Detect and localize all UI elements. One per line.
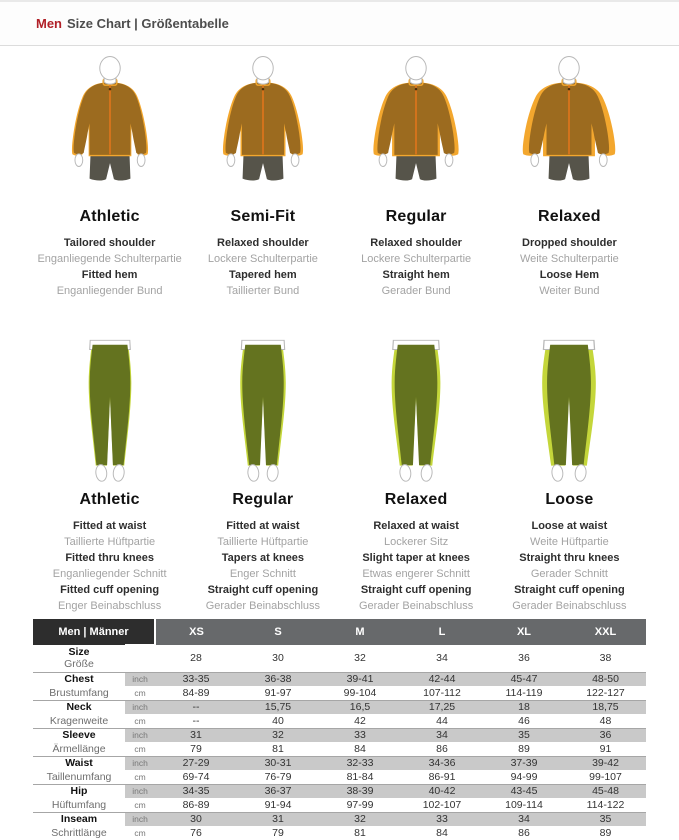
fit-feature-de: Taillierte Hüftpartie xyxy=(217,536,309,548)
table-row-neck-inch xyxy=(33,700,646,714)
figure-head xyxy=(99,56,119,79)
measurement-cell-cm: 69-74 xyxy=(155,770,237,784)
fit-feature-en: Straight cuff opening xyxy=(514,584,625,596)
measurement-cell-cm: 102-107 xyxy=(401,798,483,812)
jacket-regular-illustration xyxy=(357,56,475,202)
table-corner-label: Men | Männer xyxy=(33,619,155,645)
measurement-cell-cm: 84 xyxy=(319,742,401,756)
figure-head xyxy=(559,56,579,79)
measurement-cell-inch: 33 xyxy=(319,728,401,742)
measurement-cell-cm: 91 xyxy=(565,742,646,756)
page-header xyxy=(0,2,679,46)
size-column-header-xs: XS xyxy=(155,619,237,645)
unit-label-cm: cm xyxy=(125,826,155,840)
pants-fit-description xyxy=(53,518,167,614)
fit-feature-de: Gerader Schnitt xyxy=(530,568,608,580)
measurement-cell-inch: 33 xyxy=(401,812,483,826)
right-hand xyxy=(291,154,299,167)
measurement-cell-cm: 81 xyxy=(237,742,319,756)
measurement-cell-inch: -- xyxy=(155,700,237,714)
measurement-cell-cm: 99-107 xyxy=(565,770,646,784)
row-label-en: Sleeve xyxy=(33,728,125,742)
unit-label-inch: inch xyxy=(125,784,155,798)
jacket-fits-section xyxy=(33,46,646,299)
measurement-cell-cm: -- xyxy=(155,714,237,728)
pants-illustration xyxy=(51,335,169,485)
unit-label-inch: inch xyxy=(125,700,155,714)
fit-feature-en: Loose at waist xyxy=(531,520,608,532)
measurement-cell-inch: 32 xyxy=(319,812,401,826)
table-row-chest-cm xyxy=(33,686,646,700)
table-row-waist-inch xyxy=(33,756,646,770)
measurement-cell-cm: 84 xyxy=(401,826,483,840)
fit-feature-de: Etwas engerer Schnitt xyxy=(362,568,470,580)
figure-head xyxy=(406,56,426,79)
measurement-cell-inch: 31 xyxy=(155,728,237,742)
measurement-cell-inch: 36-37 xyxy=(237,784,319,798)
measurement-cell-cm: 46 xyxy=(483,714,565,728)
size-column-header-m: M xyxy=(319,619,401,645)
size-value-cell: 34 xyxy=(436,652,448,665)
table-row-hip-inch xyxy=(33,784,646,798)
figure-head xyxy=(253,56,273,79)
right-shoe xyxy=(266,464,279,482)
fit-feature-en: Fitted hem xyxy=(81,269,138,281)
row-label-en: Chest xyxy=(33,672,125,686)
fit-feature-en: Relaxed at waist xyxy=(373,520,459,532)
jacket-illustration xyxy=(357,56,475,202)
fit-feature-en: Fitted thru knees xyxy=(65,552,154,564)
size-value-cell: 36 xyxy=(518,652,530,665)
row-label-de: Taillenumfang xyxy=(33,770,125,784)
measurement-cell-inch: 15,75 xyxy=(237,700,319,714)
table-row-sleeve-cm xyxy=(33,742,646,756)
right-shoe xyxy=(112,464,125,482)
jacket-fit-description xyxy=(37,235,181,299)
jacket-fit-title: Athletic xyxy=(79,208,140,225)
table-row-hip-cm xyxy=(33,798,646,812)
size-table xyxy=(33,619,646,840)
unit-label-cm: cm xyxy=(125,714,155,728)
measurement-cell-cm: 91-97 xyxy=(237,686,319,700)
right-shoe xyxy=(421,464,434,482)
jacket-fit-title: Semi-Fit xyxy=(230,208,296,225)
unit-label-cm: cm xyxy=(125,686,155,700)
row-label-en: Neck xyxy=(33,700,125,714)
pants-fit-title: Regular xyxy=(232,491,294,508)
measurement-cell-inch: 34 xyxy=(401,728,483,742)
unit-cell-empty xyxy=(125,645,155,672)
pants-fit-description xyxy=(359,518,473,614)
pants-fit-description xyxy=(512,518,626,614)
pants-inner-shell xyxy=(395,345,438,465)
measurement-cell-cm: 97-99 xyxy=(319,798,401,812)
unit-label-inch: inch xyxy=(125,756,155,770)
measurement-cell-inch: 45-48 xyxy=(565,784,646,798)
measurement-cell-cm: 79 xyxy=(155,742,237,756)
jacket-fit-card-regular xyxy=(340,56,493,299)
zipper-pull xyxy=(108,88,111,91)
size-value-cell: 32 xyxy=(354,652,366,665)
right-hand xyxy=(600,154,608,167)
measurement-cell-cm: 76-79 xyxy=(237,770,319,784)
size-value-cell: 28 xyxy=(190,652,202,665)
measurement-cell-inch: 36 xyxy=(565,728,646,742)
fit-feature-de: Taillierte Hüftpartie xyxy=(64,536,156,548)
unit-label-inch: inch xyxy=(125,728,155,742)
left-hand xyxy=(379,154,387,167)
size-table-section xyxy=(33,619,646,840)
table-row-sleeve-inch xyxy=(33,728,646,742)
jacket-illustration xyxy=(510,56,628,202)
fit-feature-en: Tapers at knees xyxy=(221,552,305,564)
fit-feature-de: Gerader Beinabschluss xyxy=(512,600,627,612)
measurement-cell-inch: 30 xyxy=(155,812,237,826)
measurement-cell-inch: 38-39 xyxy=(319,784,401,798)
unit-label-inch: inch xyxy=(125,672,155,686)
measurement-cell-inch: 27-29 xyxy=(155,756,237,770)
pants-illustration xyxy=(510,335,628,485)
pants-fit-description xyxy=(206,518,320,614)
jacket-illustration xyxy=(51,56,169,202)
fit-feature-en: Relaxed shoulder xyxy=(370,237,462,249)
fit-feature-en: Straight hem xyxy=(382,269,450,281)
pants-inner-shell xyxy=(242,345,283,465)
row-label-de: Größe xyxy=(64,658,94,671)
fit-feature-en: Tapered hem xyxy=(229,269,297,281)
pants-fit-card-regular xyxy=(186,335,339,614)
jacket-fit-card-athletic xyxy=(33,56,186,299)
fit-feature-en: Relaxed shoulder xyxy=(217,237,309,249)
measurement-cell-cm: 89 xyxy=(483,742,565,756)
jacket-fit-card-relaxed xyxy=(493,56,646,299)
fit-feature-de: Enganliegender Bund xyxy=(56,285,163,297)
left-shoe xyxy=(552,464,565,482)
row-label-de: Brustumfang xyxy=(33,686,125,700)
measurement-cell-cm: 107-112 xyxy=(401,686,483,700)
pants-fit-title: Relaxed xyxy=(384,491,448,508)
fit-feature-de: Lockerer Sitz xyxy=(384,536,449,548)
measurement-cell-cm: 114-122 xyxy=(565,798,646,812)
measurement-cell-inch: 34 xyxy=(483,812,565,826)
measurement-cell-cm: 109-114 xyxy=(483,798,565,812)
right-shoe xyxy=(575,464,588,482)
fit-feature-en: Fitted cuff opening xyxy=(60,584,160,596)
zipper-pull xyxy=(568,88,571,91)
fit-feature-de: Gerader Bund xyxy=(381,285,451,297)
left-hand xyxy=(75,154,83,167)
jacket-fit-card-semi-fit xyxy=(186,56,339,299)
measurement-cell-cm: 94-99 xyxy=(483,770,565,784)
table-row-inseam-cm xyxy=(33,826,646,840)
fit-feature-de: Enger Beinabschluss xyxy=(57,600,162,612)
row-label-de: Schrittlänge xyxy=(33,826,125,840)
pants-fits-section xyxy=(33,299,646,614)
fit-feature-de: Taillierter Bund xyxy=(226,285,300,297)
jacket-illustration xyxy=(204,56,322,202)
zipper-pull xyxy=(262,88,265,91)
right-hand xyxy=(445,154,453,167)
row-label-en: Inseam xyxy=(33,812,125,826)
measurement-cell-inch: 16,5 xyxy=(319,700,401,714)
measurement-cell-cm: 76 xyxy=(155,826,237,840)
shorts-shape xyxy=(89,153,130,180)
pants-fit-card-athletic xyxy=(33,335,186,614)
measurement-cell-inch: 30-31 xyxy=(237,756,319,770)
unit-label-cm: cm xyxy=(125,770,155,784)
measurement-cell-inch: 34-36 xyxy=(401,756,483,770)
right-hand xyxy=(137,154,145,167)
fit-feature-de: Lockere Schulterpartie xyxy=(361,253,472,265)
size-column-header-xl: XL xyxy=(483,619,565,645)
fit-feature-en: Fitted at waist xyxy=(72,520,147,532)
fit-feature-de: Weiter Bund xyxy=(539,285,600,297)
pants-regular-illustration xyxy=(204,335,322,485)
measurement-cell-cm: 81 xyxy=(319,826,401,840)
table-row-waist-cm xyxy=(33,770,646,784)
measurement-cell-inch: 39-42 xyxy=(565,756,646,770)
gender-label: Men xyxy=(36,16,62,31)
jacket-fit-description xyxy=(361,235,471,299)
page-title: Size Chart | Größentabelle xyxy=(67,16,229,31)
table-row-size xyxy=(33,645,646,672)
measurement-cell-inch: 17,25 xyxy=(401,700,483,714)
fit-feature-en: Tailored shoulder xyxy=(63,237,156,249)
left-shoe xyxy=(399,464,412,482)
pants-fit-title: Loose xyxy=(545,491,594,508)
pants-inner-shell xyxy=(547,345,591,465)
shorts-shape xyxy=(396,153,437,180)
measurement-cell-inch: 31 xyxy=(237,812,319,826)
fit-feature-de: Weite Hüftpartie xyxy=(530,536,609,548)
size-column-header-l: L xyxy=(401,619,483,645)
measurement-cell-cm: 89 xyxy=(565,826,646,840)
left-hand xyxy=(531,154,539,167)
fit-feature-en: Loose Hem xyxy=(539,269,600,281)
row-label-en: Waist xyxy=(33,756,125,770)
fit-feature-de: Gerader Beinabschluss xyxy=(205,600,321,612)
measurement-cell-cm: 86 xyxy=(401,742,483,756)
measurement-cell-cm: 99-104 xyxy=(319,686,401,700)
table-row-neck-cm xyxy=(33,714,646,728)
fit-feature-en: Straight cuff opening xyxy=(207,584,319,596)
measurement-cell-cm: 86-89 xyxy=(155,798,237,812)
unit-label-inch: inch xyxy=(125,812,155,826)
pants-illustration xyxy=(357,335,475,485)
fit-feature-en: Fitted at waist xyxy=(226,520,300,532)
measurement-cell-inch: 37-39 xyxy=(483,756,565,770)
measurement-cell-inch: 35 xyxy=(565,812,646,826)
fit-feature-de: Gerader Beinabschluss xyxy=(358,600,474,612)
fit-feature-en: Straight cuff opening xyxy=(360,584,472,596)
row-label-size xyxy=(33,645,125,672)
pants-loose-illustration xyxy=(510,335,628,485)
jacket-fit-title: Regular xyxy=(385,208,447,225)
measurement-cell-cm: 122-127 xyxy=(565,686,646,700)
table-row-inseam-inch xyxy=(33,812,646,826)
measurement-cell-cm: 48 xyxy=(565,714,646,728)
measurement-cell-inch: 45-47 xyxy=(483,672,565,686)
jacket-fit-description xyxy=(520,235,619,299)
measurement-cell-cm: 44 xyxy=(401,714,483,728)
fit-feature-en: Dropped shoulder xyxy=(522,237,617,249)
pants-athletic-illustration xyxy=(51,335,169,485)
jacket-fit-title: Relaxed xyxy=(537,208,601,225)
size-column-header-s: S xyxy=(237,619,319,645)
measurement-cell-inch: 48-50 xyxy=(565,672,646,686)
row-label-en: Hip xyxy=(33,784,125,798)
jacket-athletic-illustration xyxy=(51,56,169,202)
fit-feature-de: Enger Schnitt xyxy=(229,568,296,580)
fit-feature-en: Slight taper at knees xyxy=(362,552,470,564)
measurement-cell-cm: 40 xyxy=(237,714,319,728)
shorts-shape xyxy=(242,153,283,180)
fit-feature-de: Weite Schulterpartie xyxy=(519,253,619,265)
measurement-cell-inch: 34-35 xyxy=(155,784,237,798)
pants-fit-card-relaxed xyxy=(340,335,493,614)
row-label-de: Kragenweite xyxy=(33,714,125,728)
pants-fit-card-loose xyxy=(493,335,646,614)
table-row-chest-inch xyxy=(33,672,646,686)
measurement-cell-inch: 36-38 xyxy=(237,672,319,686)
row-label-en: Size xyxy=(68,645,90,658)
measurement-cell-cm: 114-119 xyxy=(483,686,565,700)
unit-label-cm: cm xyxy=(125,742,155,756)
unit-label-cm: cm xyxy=(125,798,155,812)
measurement-cell-inch: 35 xyxy=(483,728,565,742)
measurement-cell-cm: 79 xyxy=(237,826,319,840)
measurement-cell-inch: 39-41 xyxy=(319,672,401,686)
row-label-de: Hüftumfang xyxy=(33,798,125,812)
measurement-cell-inch: 42-44 xyxy=(401,672,483,686)
size-value-cell: 30 xyxy=(272,652,284,665)
size-value-cell: 38 xyxy=(599,652,612,665)
pants-illustration xyxy=(204,335,322,485)
measurement-cell-cm: 84-89 xyxy=(155,686,237,700)
row-label-de: Ärmellänge xyxy=(33,742,125,756)
pants-relaxed-illustration xyxy=(357,335,475,485)
fit-feature-de: Enganliegender Schnitt xyxy=(52,568,167,580)
measurement-cell-inch: 32 xyxy=(237,728,319,742)
left-hand xyxy=(227,154,235,167)
measurement-cell-inch: 18 xyxy=(483,700,565,714)
pants-inner-shell xyxy=(89,345,130,465)
shorts-shape xyxy=(549,153,590,180)
measurement-cell-cm: 86-91 xyxy=(401,770,483,784)
fit-feature-de: Enganliegende Schulterpartie xyxy=(37,253,182,265)
measurement-cell-inch: 40-42 xyxy=(401,784,483,798)
zipper-pull xyxy=(415,88,418,91)
pants-fit-title: Athletic xyxy=(79,491,140,508)
measurement-cell-cm: 91-94 xyxy=(237,798,319,812)
jacket-relaxed-illustration xyxy=(510,56,628,202)
measurement-cell-inch: 43-45 xyxy=(483,784,565,798)
jacket-fit-description xyxy=(208,235,318,299)
left-shoe xyxy=(247,464,260,482)
measurement-cell-inch: 32-33 xyxy=(319,756,401,770)
jacket-semifit-illustration xyxy=(204,56,322,202)
size-column-header-xxl: XXL xyxy=(565,619,646,645)
left-shoe xyxy=(95,464,108,482)
measurement-cell-cm: 86 xyxy=(483,826,565,840)
fit-feature-en: Straight thru knees xyxy=(519,552,620,564)
size-table-header-row xyxy=(33,619,646,645)
measurement-cell-inch: 18,75 xyxy=(565,700,646,714)
fit-feature-de: Lockere Schulterpartie xyxy=(207,253,318,265)
measurement-cell-cm: 81-84 xyxy=(319,770,401,784)
measurement-cell-cm: 42 xyxy=(319,714,401,728)
measurement-cell-inch: 33-35 xyxy=(155,672,237,686)
